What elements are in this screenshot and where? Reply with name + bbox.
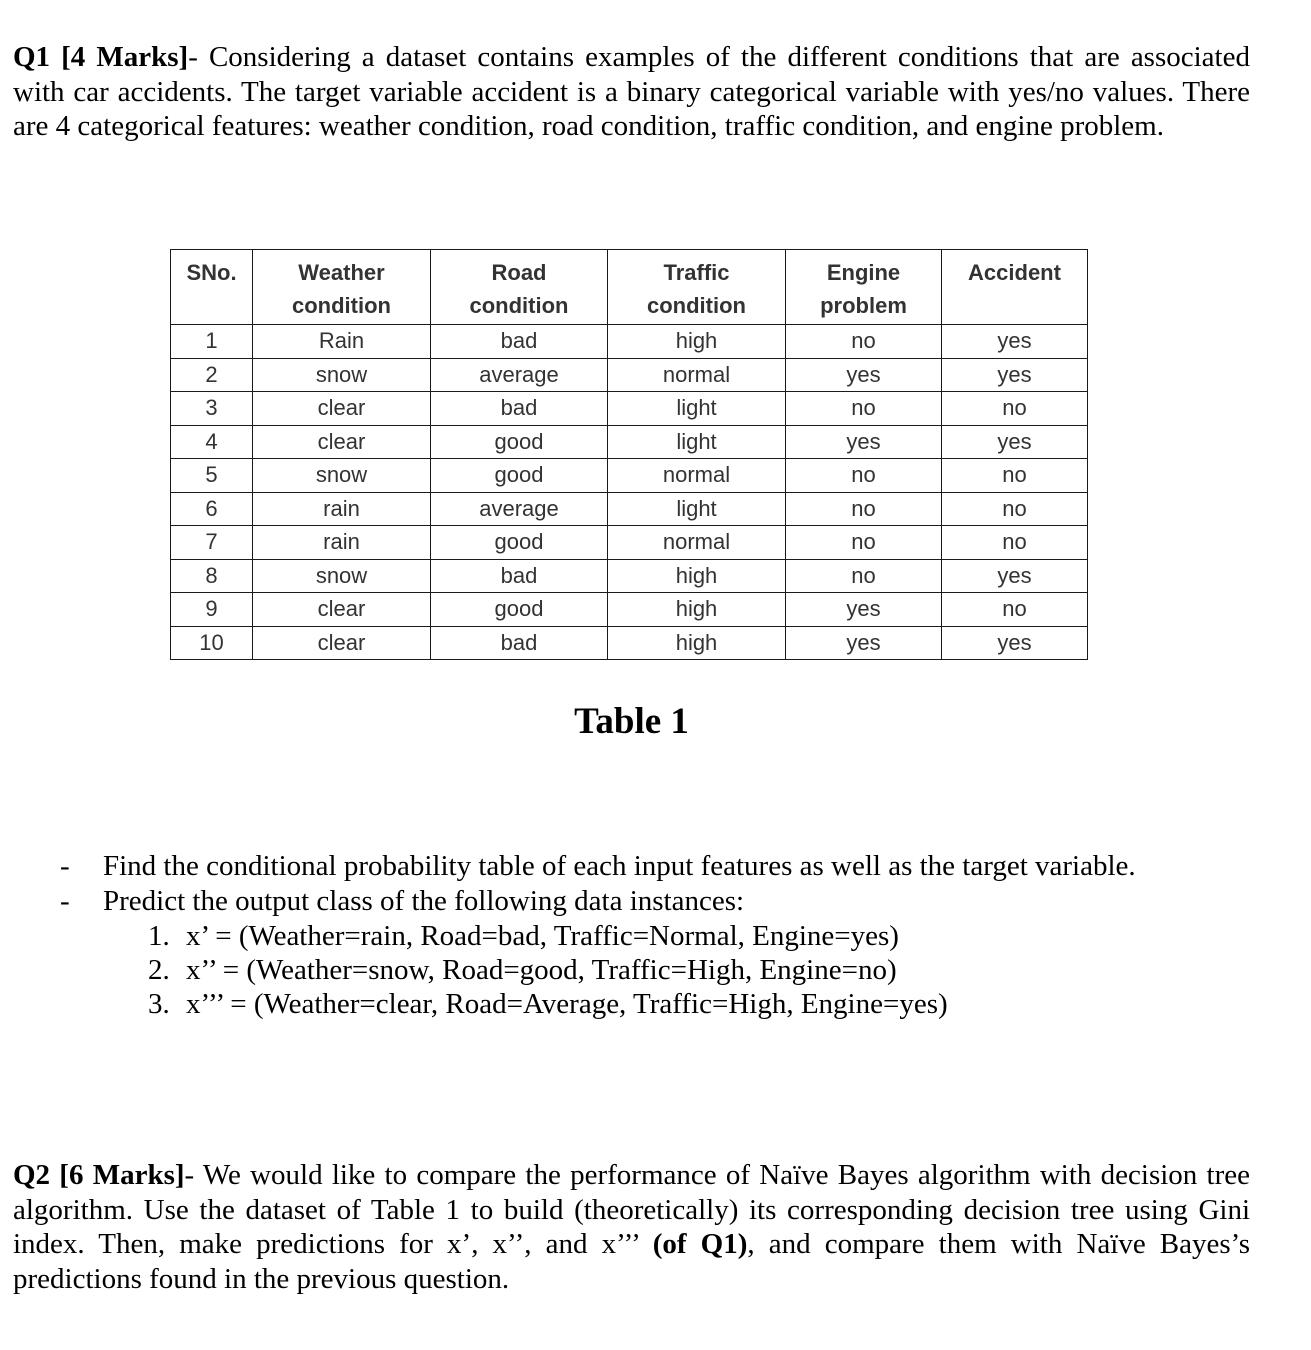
q2-label: Q2 [6 Marks] bbox=[13, 1159, 185, 1191]
table-cell: rain bbox=[253, 526, 431, 560]
table-cell: 9 bbox=[171, 593, 253, 627]
table-cell: snow bbox=[253, 559, 431, 593]
task-item-cpt bbox=[60, 849, 1136, 884]
table-cell: clear bbox=[253, 626, 431, 660]
table-cell: high bbox=[608, 593, 786, 627]
table-header-cell bbox=[942, 250, 1088, 325]
table-cell: good bbox=[431, 593, 608, 627]
table-cell: 1 bbox=[171, 325, 253, 359]
instance-number: 3. bbox=[148, 988, 170, 1020]
task-bullet: - bbox=[60, 850, 70, 882]
table-row bbox=[171, 626, 1088, 660]
table-row bbox=[171, 325, 1088, 359]
table-cell: Rain bbox=[253, 325, 431, 359]
instance-number: 2. bbox=[148, 954, 170, 986]
table-cell: yes bbox=[942, 626, 1088, 660]
header-line-1: Accident bbox=[968, 260, 1061, 285]
accident-dataset-table bbox=[170, 249, 1088, 660]
table-cell: snow bbox=[253, 358, 431, 392]
header-line-2: condition bbox=[647, 293, 746, 318]
q1-label: Q1 [4 Marks] bbox=[13, 41, 189, 73]
header-line-1: Weather bbox=[298, 260, 385, 285]
table-cell: 2 bbox=[171, 358, 253, 392]
task-text: Predict the output class of the following data instances: bbox=[103, 885, 745, 917]
table-cell: normal bbox=[608, 358, 786, 392]
table-caption: Table 1 bbox=[574, 701, 689, 742]
table-header-row bbox=[171, 250, 1088, 325]
instance-item-2 bbox=[148, 953, 897, 988]
table-cell: light bbox=[608, 492, 786, 526]
table-header-cell bbox=[786, 250, 942, 325]
table-cell: clear bbox=[253, 593, 431, 627]
header-line-1: Road bbox=[491, 260, 547, 285]
table-row bbox=[171, 358, 1088, 392]
table-cell: no bbox=[942, 593, 1088, 627]
table-cell: bad bbox=[431, 325, 608, 359]
table-cell: high bbox=[608, 325, 786, 359]
q1-text: - Considering a dataset contains examples of the different conditions that are associated with car accidents. The target variable accident is a binary categorical variable with yes/no values. There are 4 categorical features: weather condition, road condition, traffic condition, and engine problem. bbox=[13, 41, 1250, 142]
table-cell: no bbox=[786, 325, 942, 359]
header-line-1: Engine bbox=[826, 260, 901, 285]
table-cell: bad bbox=[431, 626, 608, 660]
instance-item-3 bbox=[148, 987, 948, 1022]
table-cell: yes bbox=[786, 593, 942, 627]
table-cell: 7 bbox=[171, 526, 253, 560]
table-cell: no bbox=[786, 459, 942, 493]
table-header-cell bbox=[431, 250, 608, 325]
table-cell: no bbox=[942, 492, 1088, 526]
table-cell: bad bbox=[431, 559, 608, 593]
table-cell: yes bbox=[942, 325, 1088, 359]
table-cell: clear bbox=[253, 425, 431, 459]
table-cell: yes bbox=[942, 425, 1088, 459]
table-cell: light bbox=[608, 392, 786, 426]
table-cell: 3 bbox=[171, 392, 253, 426]
table-header-cell bbox=[608, 250, 786, 325]
header-line-2: condition bbox=[292, 293, 391, 318]
task-text: Find the conditional probability table of each input features as well as the target variable. bbox=[103, 850, 1136, 882]
table-cell: no bbox=[786, 492, 942, 526]
q2-text-b: , and compare them with Naïve Bayes’s predictions found in the previous question. bbox=[13, 1228, 1251, 1295]
table-cell: no bbox=[942, 459, 1088, 493]
question-1 bbox=[13, 40, 1250, 144]
table-body bbox=[171, 325, 1088, 660]
table-cell: 10 bbox=[171, 626, 253, 660]
table-row bbox=[171, 526, 1088, 560]
table-cell: no bbox=[942, 526, 1088, 560]
instance-item-1 bbox=[148, 919, 899, 954]
table-cell: clear bbox=[253, 392, 431, 426]
table-row bbox=[171, 392, 1088, 426]
question-2 bbox=[13, 1158, 1250, 1296]
header-line-1: Traffic bbox=[663, 260, 730, 285]
table-cell: good bbox=[431, 425, 608, 459]
table-cell: yes bbox=[786, 626, 942, 660]
table-cell: high bbox=[608, 626, 786, 660]
table-cell: normal bbox=[608, 526, 786, 560]
header-line-1: SNo. bbox=[186, 260, 237, 285]
table-cell: average bbox=[431, 358, 608, 392]
table-cell: 6 bbox=[171, 492, 253, 526]
table-cell: good bbox=[431, 526, 608, 560]
table-cell: no bbox=[786, 392, 942, 426]
table-header-cell bbox=[171, 250, 253, 325]
instance-text: x’’ = (Weather=snow, Road=good, Traffic=High, Engine=no) bbox=[186, 954, 897, 986]
table-cell: no bbox=[942, 392, 1088, 426]
table-row bbox=[171, 425, 1088, 459]
header-line-2: problem bbox=[820, 293, 907, 318]
table-cell: no bbox=[786, 526, 942, 560]
table-cell: yes bbox=[942, 559, 1088, 593]
table-header-cell bbox=[253, 250, 431, 325]
table-cell: high bbox=[608, 559, 786, 593]
instance-text: x’’’ = (Weather=clear, Road=Average, Traffic=High, Engine=yes) bbox=[186, 988, 948, 1020]
table-cell: 5 bbox=[171, 459, 253, 493]
table-row bbox=[171, 459, 1088, 493]
q2-bold-ref: (of Q1) bbox=[652, 1228, 748, 1260]
table-row bbox=[171, 559, 1088, 593]
table-cell: average bbox=[431, 492, 608, 526]
table-row bbox=[171, 492, 1088, 526]
table-cell: good bbox=[431, 459, 608, 493]
table-cell: yes bbox=[786, 425, 942, 459]
table-cell: no bbox=[786, 559, 942, 593]
table-cell: snow bbox=[253, 459, 431, 493]
table-cell: light bbox=[608, 425, 786, 459]
instance-number: 1. bbox=[148, 920, 170, 952]
instance-text: x’ = (Weather=rain, Road=bad, Traffic=Normal, Engine=yes) bbox=[186, 920, 899, 952]
table-cell: bad bbox=[431, 392, 608, 426]
q2-text-a: - We would like to compare the performance of Naïve Bayes algorithm with decision tree algorithm. Use the dataset of Table 1 to build (theoretically) its corresponding decision tree using Gini index. Then, make predictions for x’, x’’, and x’’’ bbox=[13, 1159, 1251, 1260]
table-cell: rain bbox=[253, 492, 431, 526]
table-cell: 4 bbox=[171, 425, 253, 459]
table-cell: yes bbox=[942, 358, 1088, 392]
header-line-2: condition bbox=[469, 293, 569, 318]
table-cell: 8 bbox=[171, 559, 253, 593]
table-cell: yes bbox=[786, 358, 942, 392]
task-item-predict bbox=[60, 884, 744, 919]
task-bullet: - bbox=[60, 885, 70, 917]
table-row bbox=[171, 593, 1088, 627]
table-cell: normal bbox=[608, 459, 786, 493]
